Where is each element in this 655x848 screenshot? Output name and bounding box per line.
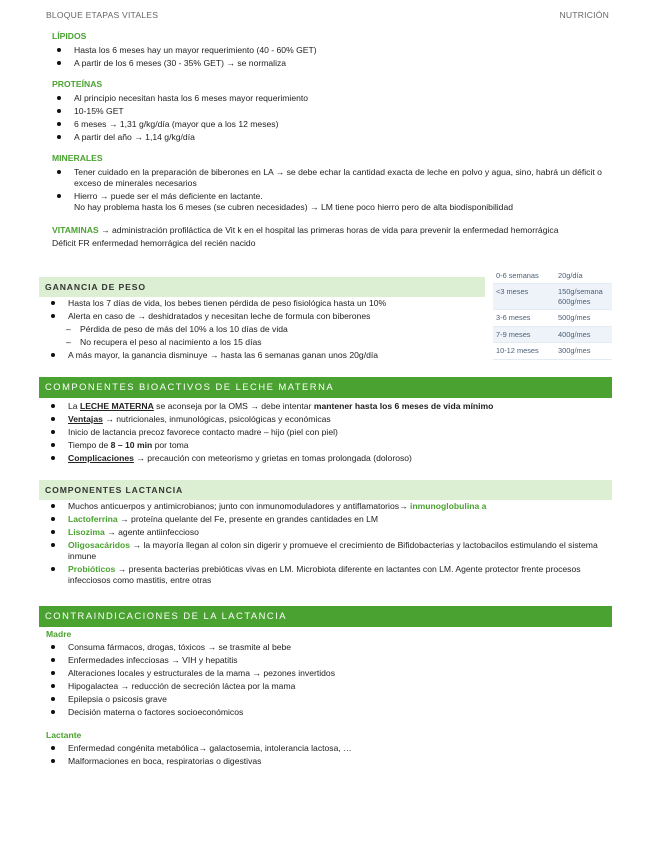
text: → la mayoría llegan al colon sin digerir y promueve el crecimiento de Bifidobacterias y lactobacilos estimulando el sistema inmune — [68, 540, 598, 561]
vitaminas-section — [52, 225, 597, 249]
list-item: Tener cuidado en la preparación de biberones en LA → se debe echar la cantidad exacta de leche en polvo y agua, sino, habrá un déficit o exceso de minerales necesarios — [52, 167, 612, 189]
list-item: Enfermedad congénita metabólica→ galactosemia, intolerancia lactosa, … — [46, 743, 612, 754]
text: Muchos anticuerpos y antimicrobianos; junto con inmunomoduladores y antiflamatorios→ — [68, 501, 411, 511]
list-item: A más mayor, la ganancia disminuye → hasta las 6 semanas ganan unos 20g/día — [46, 350, 486, 361]
list-item: A partir de los 6 meses (30 - 35% GET) → se normaliza — [52, 58, 612, 69]
ganancia-section — [46, 298, 486, 363]
weight-gain-table — [493, 268, 612, 360]
list-item: Decisión materna o factores socioeconómicos — [46, 707, 612, 718]
list-item — [46, 514, 612, 525]
contra-band: CONTRAINDICACIONES DE LA LACTANCIA — [39, 606, 612, 627]
lisozima-term: Lisozima — [68, 527, 105, 537]
table-cell: 3-6 meses — [493, 310, 555, 326]
lipidos-section — [52, 31, 612, 71]
leche-materna-term: LECHE MATERNA — [79, 401, 154, 411]
highlight-text: mantener hasta los 6 meses de vida mínimo — [313, 401, 494, 411]
header-right: NUTRICIÓN — [559, 10, 609, 20]
list-subitem: – Pérdida de peso de más del 10% a los 10 días de vida — [46, 324, 486, 335]
table-cell: 150g/semana 600g/mes — [555, 284, 612, 310]
list-item: Alerta en caso de → deshidratados y necesitan leche de formula con biberones — [46, 311, 486, 322]
vitaminas-title: VITAMINAS — [52, 225, 99, 235]
minerales-section — [52, 153, 612, 215]
table-row — [493, 268, 612, 284]
immunoglobulin-term: inmunoglobulina a — [410, 501, 487, 511]
bioactivos-section — [46, 401, 612, 466]
list-item: 10-15% GET — [52, 106, 612, 117]
table-row — [493, 343, 612, 359]
hierro-line-2: No hay problema hasta los 6 meses (se cubren necesidades) → LM tiene poco hierro pero de alta biodisponibilidad — [74, 202, 514, 212]
list-item: Hasta los 6 meses hay un mayor requerimiento (40 - 60% GET) — [52, 45, 612, 56]
list-item — [46, 440, 612, 451]
table-row — [493, 310, 612, 326]
lactoferrina-term: Lactoferrina — [68, 514, 118, 524]
proteinas-title: PROTEÍNAS — [52, 79, 103, 89]
text: → nutricionales, inmunológicas, psicológicas y económicas — [102, 414, 331, 424]
madre-title: Madre — [46, 629, 72, 639]
list-item — [46, 564, 612, 586]
list-item — [46, 540, 612, 562]
list-subitem: – No recupera el peso al nacimiento a los 15 días — [46, 337, 486, 348]
text: → precaución con meteorismo y grietas en tomas prolongada (doloroso) — [133, 453, 412, 463]
oligosacaridos-term: Oligosacáridos — [68, 540, 131, 550]
text: por toma — [152, 440, 189, 450]
table-cell: <3 meses — [493, 284, 555, 310]
table-cell: 7-9 meses — [493, 326, 555, 342]
list-item: Al principio necesitan hasta los 6 meses mayor requerimiento — [52, 93, 612, 104]
complicaciones-term: Complicaciones — [68, 453, 134, 463]
list-item: Consuma fármacos, drogas, tóxicos → se trasmite al bebe — [46, 642, 612, 653]
text: → proteína quelante del Fe, presente en grandes cantidades en LM — [117, 514, 379, 524]
list-item — [46, 501, 612, 512]
componentes-section — [46, 501, 612, 588]
vitaminas-line — [52, 225, 597, 236]
text: Tiempo de — [68, 440, 111, 450]
table-cell: 20g/día — [555, 268, 612, 284]
list-item: Enfermedades infecciosas → VIH y hepatitis — [46, 655, 612, 666]
vitaminas-line-2: Déficit FR enfermedad hemorrágica del recién nacido — [52, 238, 256, 248]
table-row — [493, 326, 612, 342]
list-item — [46, 527, 612, 538]
list-item — [52, 191, 612, 213]
list-item: 6 meses → 1,31 g/kg/día (mayor que a los 12 meses) — [52, 119, 612, 130]
list-item: Epilepsia o psicosis grave — [46, 694, 612, 705]
bioactivos-band: COMPONENTES BIOACTIVOS DE LECHE MATERNA — [39, 377, 612, 398]
proteinas-section — [52, 79, 612, 145]
list-item — [46, 401, 612, 412]
table-cell: 400g/mes — [555, 326, 612, 342]
time-term: 8 – 10 min — [110, 440, 153, 450]
text: se aconseja por la OMS → debe intentar — [153, 401, 314, 411]
header-left: BLOQUE ETAPAS VITALES — [46, 10, 159, 20]
minerales-title: MINERALES — [52, 153, 103, 163]
componentes-band: COMPONENTES LACTANCIA — [39, 480, 612, 500]
table-cell: 500g/mes — [555, 310, 612, 326]
ganancia-band: GANANCIA DE PESO — [39, 277, 485, 297]
list-item — [46, 453, 612, 464]
probioticos-term: Probióticos — [68, 564, 116, 574]
list-item: Alteraciones locales y estructurales de la mama → pezones invertidos — [46, 668, 612, 679]
lipidos-title: LÍPIDOS — [52, 31, 87, 41]
list-item: Hasta los 7 días de vida, los bebes tienen pérdida de peso fisiológica hasta un 10% — [46, 298, 486, 309]
list-item: Hipogalactea → reducción de secreción láctea por la mama — [46, 681, 612, 692]
list-item — [46, 414, 612, 425]
table-cell: 300g/mes — [555, 343, 612, 359]
table-cell: 0-6 semanas — [493, 268, 555, 284]
ventajas-term: Ventajas — [68, 414, 103, 424]
text: → presenta bacterias prebióticas vivas en LM. Microbiota diferente en lactantes con LM. Agente protector frente procesos infecciosos como mastitis, entre otras — [68, 564, 581, 585]
table-row — [493, 284, 612, 310]
contra-section — [46, 629, 612, 769]
list-item: Malformaciones en boca, respiratorias o digestivas — [46, 756, 612, 767]
text: → agente antiinfeccioso — [104, 527, 199, 537]
hierro-line: Hierro → puede ser el más deficiente en lactante. — [74, 191, 263, 201]
table-cell: 10-12 meses — [493, 343, 555, 359]
vitaminas-text: → administración profiláctica de Vit k en el hospital las primeras horas de vida para prevenir la enfermedad hemorrágica — [101, 225, 559, 235]
list-item: A partir del año → 1,14 g/kg/día — [52, 132, 612, 143]
page-header — [46, 10, 609, 22]
text: La — [68, 401, 80, 411]
list-item: Inicio de lactancia precoz favorece contacto madre – hijo (piel con piel) — [46, 427, 612, 438]
lactante-title: Lactante — [46, 730, 82, 740]
